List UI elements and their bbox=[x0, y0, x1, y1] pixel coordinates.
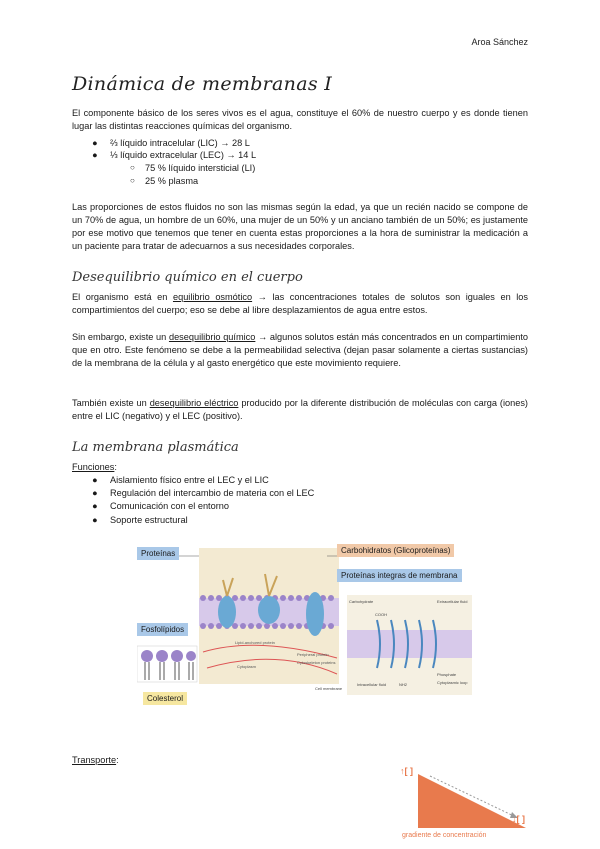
list-item-text: ⅓ líquido extracelular (LEC) → 14 L bbox=[110, 150, 257, 160]
age-proportions-paragraph: Las proporciones de estos fluidos no son las mismas según la edad, ya que un recién nacido se compone de un 70% de agua, un hombre de un 60%, una mujer de un 50% y un anciano también de un 50%; es justamente por ese motivo que tenemos que tener en cuenta estas proporciones a la hora de suministrar la medicación a un paciente para tratar de adecuarnos a sus necesidades corporales. bbox=[72, 202, 528, 252]
transporte-label-text: Transporte bbox=[72, 755, 117, 765]
underlined-term: equilibrio osmótico bbox=[172, 292, 253, 302]
section-heading-desequilibrio: Desequilibrio químico en el cuerpo bbox=[72, 270, 303, 285]
bullet-icon: ● bbox=[92, 488, 98, 498]
sub-list-item-text: 75 % líquido intersticial (LI) bbox=[145, 163, 256, 173]
list-item bbox=[92, 487, 315, 499]
list-item-text: Soporte estructural bbox=[110, 515, 188, 525]
page-title: Dinámica de membranas I bbox=[72, 73, 333, 95]
phosphate-label: Phosphate bbox=[437, 672, 457, 677]
label-fosfolipidos: Fosfolípidos bbox=[137, 623, 188, 636]
cooh-label: COOH bbox=[375, 612, 387, 617]
label-carbohidratos: Carbohidratos (Glicoproteínas) bbox=[337, 544, 454, 557]
low-concentration-label: ↓[ ] bbox=[512, 814, 525, 824]
lipid-anchored-label: Lipid-anchored protein bbox=[235, 640, 275, 645]
cell-membrane-label: Cell membrane bbox=[315, 686, 343, 691]
concentration-gradient-diagram bbox=[400, 762, 550, 844]
list-item bbox=[92, 500, 229, 512]
cytoskeleton-label: Cytoskeleton proteins bbox=[297, 660, 336, 665]
underlined-term: desequilibrio químico bbox=[168, 332, 256, 342]
sub-list-item bbox=[130, 175, 199, 187]
protein-shape bbox=[258, 596, 280, 624]
transporte-label: Transporte: bbox=[72, 755, 119, 765]
cytoplasm-label: Cytoplasm bbox=[237, 664, 256, 669]
equilibrio-paragraph bbox=[72, 291, 528, 317]
section-heading-membrana: La membrana plasmática bbox=[72, 440, 239, 455]
lipid-bilayer-inset bbox=[347, 630, 472, 658]
list-item-text: Comunicación con el entorno bbox=[110, 501, 229, 511]
protein-shape bbox=[218, 596, 236, 628]
membrane-figure bbox=[137, 540, 477, 710]
bullet-icon: ● bbox=[92, 501, 98, 511]
author-name: Aroa Sánchez bbox=[471, 37, 528, 47]
text: El organismo está en bbox=[72, 292, 173, 302]
label-proteinas-integras: Proteínas integras de membrana bbox=[337, 569, 462, 582]
funciones-label: Funciones: bbox=[72, 462, 117, 472]
list-item bbox=[92, 514, 188, 526]
desequilibrio-quimico-paragraph bbox=[72, 331, 528, 370]
intracellular-label: Intracellular fluid bbox=[357, 682, 387, 687]
list-item-text: Aislamiento físico entre el LEC y el LIC bbox=[110, 475, 269, 485]
list-item bbox=[92, 474, 269, 486]
extracellular-label: Extracellular fluid bbox=[437, 599, 468, 604]
label-proteinas: Proteínas bbox=[137, 547, 179, 560]
bullet-icon: ● bbox=[92, 515, 98, 525]
text: También existe un bbox=[72, 398, 150, 408]
list-item bbox=[92, 149, 257, 161]
protein-shape bbox=[306, 592, 324, 636]
underlined-term: desequilibrio eléctrico bbox=[149, 398, 239, 408]
bullet-icon: ● bbox=[92, 475, 98, 485]
list-item bbox=[92, 137, 250, 149]
gradient-triangle bbox=[418, 774, 526, 828]
high-concentration-label: ↑[ ] bbox=[400, 766, 413, 776]
peripheral-label: Peripheral protein bbox=[297, 652, 329, 657]
list-item-text: ⅔ líquido intracelular (LIC) → 28 L bbox=[110, 138, 250, 148]
cytoplasmic-loop-label: Cytoplasmic loop bbox=[437, 680, 468, 685]
bullet-icon: ● bbox=[92, 138, 98, 148]
bullet-icon: ● bbox=[92, 150, 98, 160]
circle-bullet-icon: ○ bbox=[130, 176, 135, 185]
intro-paragraph: El componente básico de los seres vivos es el agua, constituye el 60% de nuestro cuerpo y es donde tienen lugar las distintas reacciones químicas del organismo. bbox=[72, 108, 528, 132]
list-item-text: Regulación del intercambio de materia con el LEC bbox=[110, 488, 315, 498]
text: Sin embargo, existe un bbox=[72, 332, 169, 342]
sub-list-item bbox=[130, 162, 256, 174]
nh2-label: NH2 bbox=[399, 682, 408, 687]
carbohydrate-label: Carbohydrate bbox=[349, 599, 374, 604]
label-colesterol: Colesterol bbox=[143, 692, 187, 705]
circle-bullet-icon: ○ bbox=[130, 163, 135, 172]
funciones-label-text: Funciones bbox=[72, 462, 115, 472]
text: → las concentraciones totales de solutos son iguales en los compartimientos del cuerpo; eso se debe al libre desplazamientos de agua entre estos. bbox=[72, 292, 528, 316]
text: producido por la diferente distribución de moléculas con carga (iones) entre el LIC (negativo) y el LEC (positivo). bbox=[72, 398, 528, 422]
text: → algunos solutos están más concentrados en un compartimiento que en otro. Este fenómeno se debe a la permeabilidad selectiva (dejan pasar solamente a ciertas sustancias) de la membrana de la célula y al gasto energético que este movimiento requiere. bbox=[72, 332, 528, 369]
sub-list-item-text: 25 % plasma bbox=[145, 176, 199, 186]
desequilibrio-electrico-paragraph bbox=[72, 397, 528, 423]
gradient-caption: gradiente de concentración bbox=[402, 832, 487, 839]
